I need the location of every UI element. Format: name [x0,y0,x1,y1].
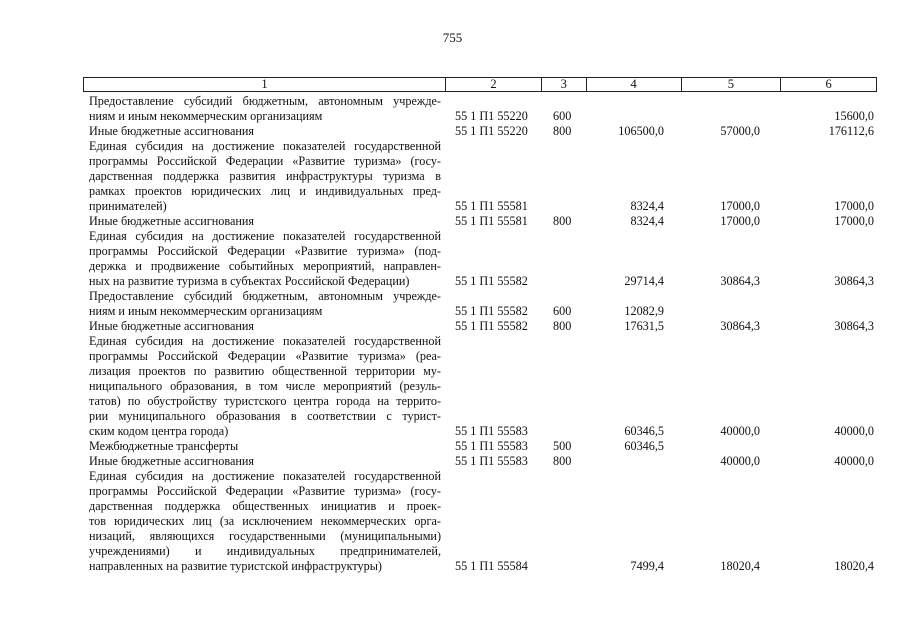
table-row [0,214,905,229]
description-line: дарственная поддержка общественных инициатив и проек- [89,499,441,513]
row-value-col5: 17000,0 [720,214,760,228]
row-value-col6: 17000,0 [834,199,874,213]
table-row [0,229,905,289]
row-description [89,334,441,439]
table-row [0,439,905,454]
row-value-col4: 29714,4 [624,274,664,288]
description-line: программы Российской Федерации «Развитие туризма» (реа- [89,349,441,363]
row-value-col5: 18020,4 [720,559,760,573]
description-line: Единая субсидия на достижение показателей государственной [89,469,441,483]
table-row [0,334,905,439]
row-expense-type: 500 [553,439,572,453]
header-col-5: 5 [682,78,782,91]
row-code: 55 1 П1 55583 [455,439,528,453]
row-code: 55 1 П1 55581 [455,214,528,228]
row-value-col5: 40000,0 [720,424,760,438]
row-description [89,454,441,469]
row-value-col6: 18020,4 [834,559,874,573]
description-line: Предоставление субсидий бюджетным, автономным учрежде- [89,94,441,108]
description-line: Единая субсидия на достижение показателей государственной [89,229,441,243]
row-value-col6: 30864,3 [834,274,874,288]
row-description [89,439,441,454]
row-code: 55 1 П1 55583 [455,454,528,468]
description-line: ниям и иным некоммерческим организациям [89,109,323,123]
description-line: ским кодом центра города) [89,424,229,438]
row-description [89,229,441,289]
row-expense-type: 800 [553,124,572,138]
header-col-2: 2 [446,78,542,91]
row-description [89,94,441,124]
row-code: 55 1 П1 55582 [455,319,528,333]
description-line: дарственная поддержка развития инфраструктуры туризма в [89,169,441,183]
description-line: Межбюджетные трансферты [89,439,239,453]
description-line: Иные бюджетные ассигнования [89,319,255,333]
row-value-col4: 12082,9 [624,304,664,318]
row-value-col5: 40000,0 [720,454,760,468]
header-col-3: 3 [542,78,587,91]
description-line: низаций, являющихся государственными (муниципальными) [89,529,441,543]
description-line: лизация проектов по развитию общественной территории му- [89,364,441,378]
table-row [0,289,905,319]
description-line: программы Российской Федерации «Развитие туризма» (госу- [89,154,441,168]
row-value-col4: 17631,5 [624,319,664,333]
page-number: 755 [442,30,463,45]
row-code: 55 1 П1 55220 [455,124,528,138]
description-line: учреждениями) и индивидуальных предпринимателей, [89,544,441,558]
description-line: ниципального образования, в том числе мероприятий (резуль- [89,379,441,393]
row-value-col6: 176112,6 [828,124,874,138]
description-line: Единая субсидия на достижение показателей государственной [89,334,441,348]
row-value-col6: 17000,0 [834,214,874,228]
description-line: Иные бюджетные ассигнования [89,454,255,468]
row-value-col6: 30864,3 [834,319,874,333]
description-line: татов) по обустройству туристского центра города на террито- [89,394,441,408]
row-description [89,124,441,139]
table-row [0,454,905,469]
row-value-col5: 30864,3 [720,274,760,288]
description-line: тов юридических лиц (за исключением некоммерческих орга- [89,514,441,528]
row-description [89,214,441,229]
row-code: 55 1 П1 55583 [455,424,528,438]
description-line: держка и продвижение событийных мероприятий, направлен- [89,259,441,273]
header-col-4: 4 [587,78,682,91]
row-value-col4: 106500,0 [618,124,664,138]
row-description [89,289,441,319]
row-code: 55 1 П1 55582 [455,304,528,318]
row-code: 55 1 П1 55220 [455,109,528,123]
row-code: 55 1 П1 55581 [455,199,528,213]
table-header [83,77,877,92]
row-value-col5: 17000,0 [720,199,760,213]
row-value-col6: 40000,0 [834,424,874,438]
table-row [0,319,905,334]
row-value-col5: 57000,0 [720,124,760,138]
table-row [0,469,905,574]
table-row [0,94,905,124]
description-line: программы Российской Федерации «Развитие туризма» (госу- [89,484,441,498]
row-value-col4: 8324,4 [630,199,664,213]
description-line: Единая субсидия на достижение показателей государственной [89,139,441,153]
description-line: Иные бюджетные ассигнования [89,124,255,138]
row-value-col4: 60346,5 [624,424,664,438]
row-value-col6: 15600,0 [834,109,874,123]
header-col-1: 1 [84,78,446,91]
row-value-col4: 7499,4 [630,559,664,573]
row-value-col5: 30864,3 [720,319,760,333]
row-value-col4: 60346,5 [624,439,664,453]
row-code: 55 1 П1 55584 [455,559,528,573]
description-line: направленных на развитие туристской инфраструктуры) [89,559,382,573]
table-body [0,94,905,574]
row-description [89,139,441,214]
row-expense-type: 800 [553,319,572,333]
row-expense-type: 800 [553,454,572,468]
row-description [89,469,441,574]
row-expense-type: 600 [553,109,572,123]
description-line: Иные бюджетные ассигнования [89,214,255,228]
row-value-col6: 40000,0 [834,454,874,468]
description-line: ниям и иным некоммерческим организациям [89,304,323,318]
description-line: рамках проектов юридических лиц и индивидуальных пред- [89,184,441,198]
row-expense-type: 600 [553,304,572,318]
description-line: рии муниципального образования в соответствии с турист- [89,409,441,423]
description-line: программы Российской Федерации «Развитие туризма» (под- [89,244,441,258]
table-row [0,124,905,139]
header-col-6: 6 [825,77,832,91]
row-value-col4: 8324,4 [630,214,664,228]
description-line: ных на развитие туризма в субъектах Российской Федерации) [89,274,410,288]
row-expense-type: 800 [553,214,572,228]
description-line: принимателей) [89,199,167,213]
description-line: Предоставление субсидий бюджетным, автономным учрежде- [89,289,441,303]
row-description [89,319,441,334]
row-code: 55 1 П1 55582 [455,274,528,288]
table-row [0,139,905,214]
